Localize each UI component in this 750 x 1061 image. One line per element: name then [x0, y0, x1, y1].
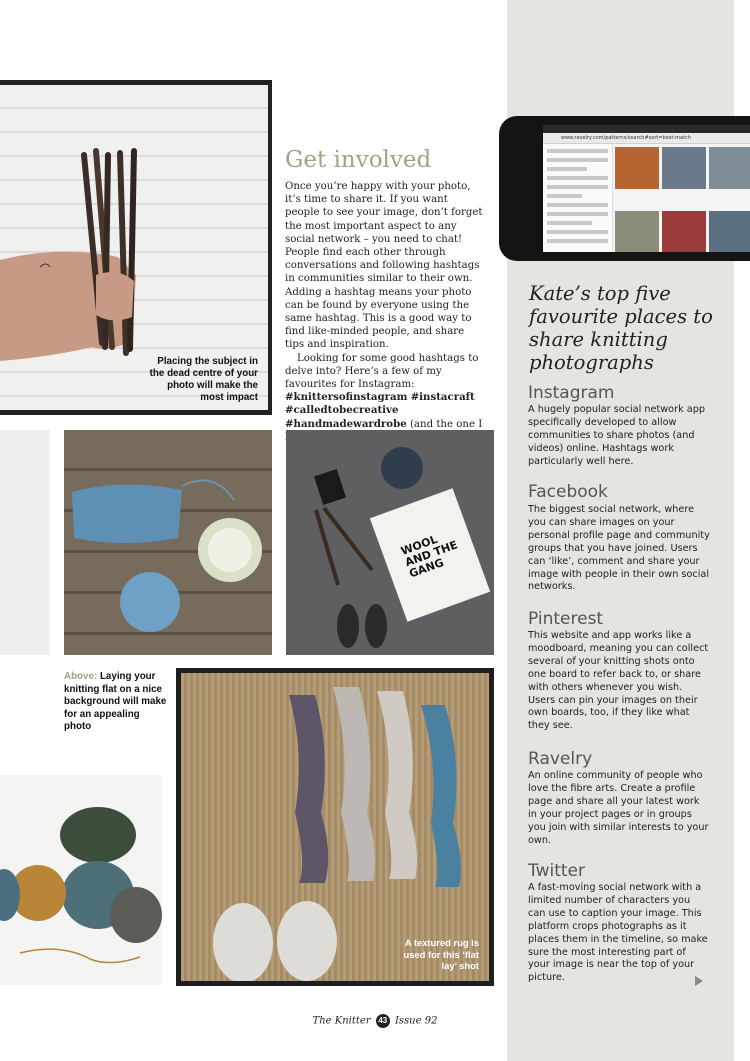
- phone-photo: [499, 116, 750, 261]
- photo-wool-and-the-gang: [286, 430, 494, 655]
- phone-screen: [543, 125, 750, 252]
- network-desc-facebook: The biggest social network, where you can share images on your personal profile page and community groups that you have joined. Users can ‘like’, comment and share your image with people in their own social networks.: [528, 504, 710, 593]
- wool-bag-illustration: [286, 430, 494, 655]
- hashtag: #knittersofinstagram: [285, 391, 408, 404]
- caption-rug: A textured rug is used for this ‘flat lay’ shot: [403, 937, 479, 971]
- photo-edge-strip: [0, 430, 50, 655]
- network-desc-ravelry: An online community of people who love the fibre arts. Create a profile page and share all your latest work in your project pages or in groups you join with similar interests to your own.: [528, 770, 709, 846]
- hashtag-note: (and the one I: [409, 418, 483, 430]
- article-heading: Get involved: [285, 147, 432, 173]
- network-name-twitter: Twitter: [528, 861, 585, 881]
- caption-above: [64, 671, 169, 734]
- footer-magazine: The Knitter: [312, 1015, 371, 1027]
- phone-sidebar-list: [543, 144, 613, 252]
- page-footer: [0, 1014, 750, 1028]
- phone-status-bar: [543, 125, 750, 133]
- footer-issue: Issue 92: [394, 1015, 438, 1027]
- network-desc-pinterest: This website and app works like a moodboard, meaning you can collect several of your knitting shots onto one board to refer back to, or share with others whenever you wish. Users can pin your images on their own boards, too, if they like what they see.: [528, 630, 709, 732]
- sidebar-title: Kate’s top five favourite places to share knitting photographs: [529, 282, 713, 374]
- article-body: [285, 180, 485, 444]
- caption-above-label: Above:: [64, 671, 98, 682]
- hashtag: #calledtobecreative: [285, 404, 399, 417]
- phone-url-bar: www.ravelry.com/patterns/search#sort=best-match: [543, 133, 750, 144]
- yarn-skeins-illustration: [181, 673, 489, 981]
- network-name-ravelry: Ravelry: [528, 749, 593, 769]
- paragraph-2-intro: Looking for some good hashtags to delve into? Here’s a few of my favourites for Instagram:: [285, 352, 479, 391]
- network-desc-twitter: A fast-moving social network with a limited number of characters you can use to caption your image. This platform crops photographs as it places them in the timeline, so make sure the most interesting part of your image is near the top of your picture.: [528, 882, 708, 984]
- page-number: 43: [376, 1014, 390, 1028]
- hashtag: #handmadewardrobe: [285, 417, 407, 430]
- photo-knitting-on-wood: [64, 430, 272, 655]
- article-paragraph-1: Once you’re happy with your photo, it’s time to share it. If you want people to see your image, don’t forget the most important aspect to any social network – you need to chat! People find each other through conversations and following hashtags in communities similar to their own. Adding a hashtag means your photo can be found by everyone using the same hashtag. This is a good way to find like-minded people, and share tips and inspiration.: [285, 181, 483, 351]
- yarn-balls-illustration: [0, 775, 162, 985]
- textured-rug-background: [181, 673, 489, 981]
- photo-yarn-balls: [0, 775, 162, 985]
- continue-arrow-icon: [695, 976, 703, 986]
- network-name-pinterest: Pinterest: [528, 609, 604, 629]
- caption-above-text: Laying your knitting flat on a nice background will make for an appealing photo: [64, 671, 167, 732]
- bag-print: WOOL AND THE GANG: [399, 532, 460, 581]
- network-name-facebook: Facebook: [528, 482, 608, 502]
- network-desc-instagram: A hugely popular social network app specifically developed to allow communities to share photos (and videos) online. Hashtags work particularly well here.: [528, 404, 706, 467]
- hashtag: #instacraft: [410, 391, 475, 404]
- caption-subject: Placing the subject in the dead centre of your photo will make the most impact: [149, 356, 258, 403]
- network-name-instagram: Instagram: [528, 383, 615, 403]
- knitting-on-wood-illustration: [64, 430, 272, 655]
